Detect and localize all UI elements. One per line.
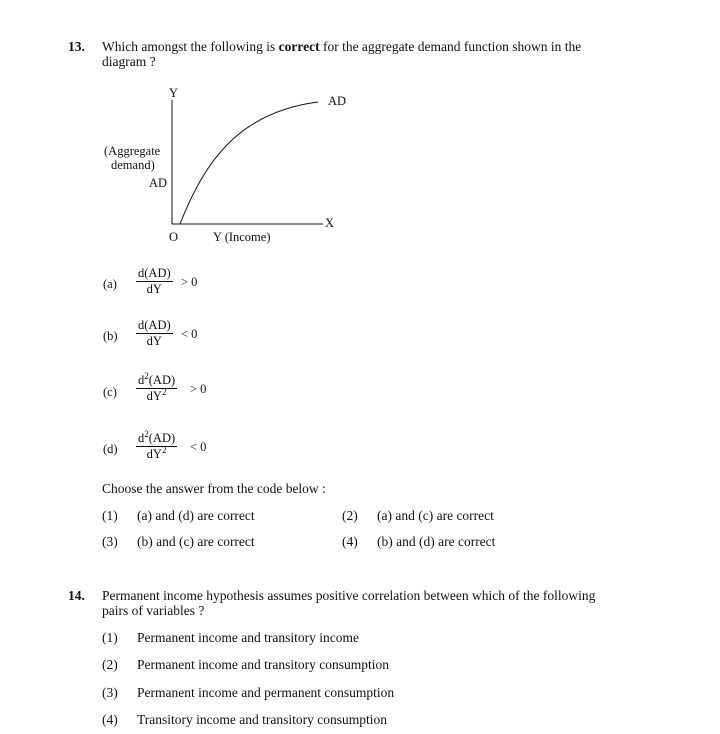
- code-2-text: (a) and (c) are correct: [377, 508, 494, 523]
- code-1-text: (a) and (d) are correct: [137, 508, 255, 523]
- ad-curve: [180, 102, 318, 224]
- answer-instruction: Choose the answer from the code below :: [102, 481, 326, 496]
- option-4-number: (4): [102, 712, 118, 727]
- option-label-b: (b): [103, 329, 118, 343]
- fraction-numerator: $d^2(AD)$: [138, 428, 176, 445]
- option-c-relation: > 0: [190, 382, 207, 396]
- x-axis-label: X: [325, 216, 335, 230]
- question-text-line1: Which amongst the following is correct for the aggregate demand function shown in the: [102, 39, 582, 54]
- aggregate-demand-diagram: [0, 0, 720, 250]
- question-text-line2: pairs of variables ?: [102, 603, 205, 618]
- code-2-number: (2): [342, 508, 358, 523]
- code-4-number: (4): [342, 534, 358, 549]
- option-a-fraction: [136, 266, 173, 297]
- ylabel-line1: (Aggregate: [104, 144, 161, 158]
- question-number: 14.: [68, 588, 85, 603]
- question-number: 13.: [68, 39, 85, 54]
- option-1-text: Permanent income and transitory income: [137, 630, 359, 645]
- code-4-text: (b) and (d) are correct: [377, 534, 496, 549]
- option-d-relation: < 0: [190, 440, 207, 454]
- option-2-number: (2): [102, 657, 118, 672]
- option-2-text: Permanent income and transitory consumption: [137, 657, 389, 672]
- x-axis-description: Y (Income): [213, 230, 271, 244]
- fraction-numerator: d(AD): [138, 318, 171, 332]
- option-c-fraction: [136, 370, 177, 404]
- code-3-text: (b) and (c) are correct: [137, 534, 255, 549]
- question-text-line1: Permanent income hypothesis assumes positive correlation between which of the following: [102, 588, 596, 603]
- origin-label: O: [169, 230, 179, 244]
- fraction-denominator: $dY^2$: [146, 386, 167, 403]
- option-d-fraction: [136, 428, 177, 462]
- option-a-relation: > 0: [181, 275, 198, 289]
- fraction-numerator: $d^2(AD)$: [138, 370, 176, 387]
- ylabel-line3: AD: [149, 176, 168, 190]
- fraction-numerator: d(AD): [138, 266, 171, 280]
- code-1-number: (1): [102, 508, 118, 523]
- question-text-line2: diagram ?: [102, 54, 156, 69]
- ylabel-line2: demand): [111, 158, 155, 172]
- option-3-text: Permanent income and permanent consumption: [137, 685, 395, 700]
- option-1-number: (1): [102, 630, 118, 645]
- option-4-text: Transitory income and transitory consumption: [137, 712, 387, 727]
- option-3-number: (3): [102, 685, 118, 700]
- curve-label: AD: [328, 94, 347, 108]
- y-axis-label: Y: [169, 86, 179, 100]
- code-3-number: (3): [102, 534, 118, 549]
- option-label-c: (c): [103, 385, 117, 399]
- option-b-relation: < 0: [181, 327, 198, 341]
- fraction-denominator: dY: [146, 334, 162, 348]
- option-b-fraction: [136, 318, 173, 349]
- option-label-d: (d): [103, 442, 118, 456]
- fraction-denominator: $dY^2$: [146, 444, 167, 461]
- fraction-denominator: dY: [146, 282, 162, 296]
- option-label-a: (a): [103, 277, 117, 291]
